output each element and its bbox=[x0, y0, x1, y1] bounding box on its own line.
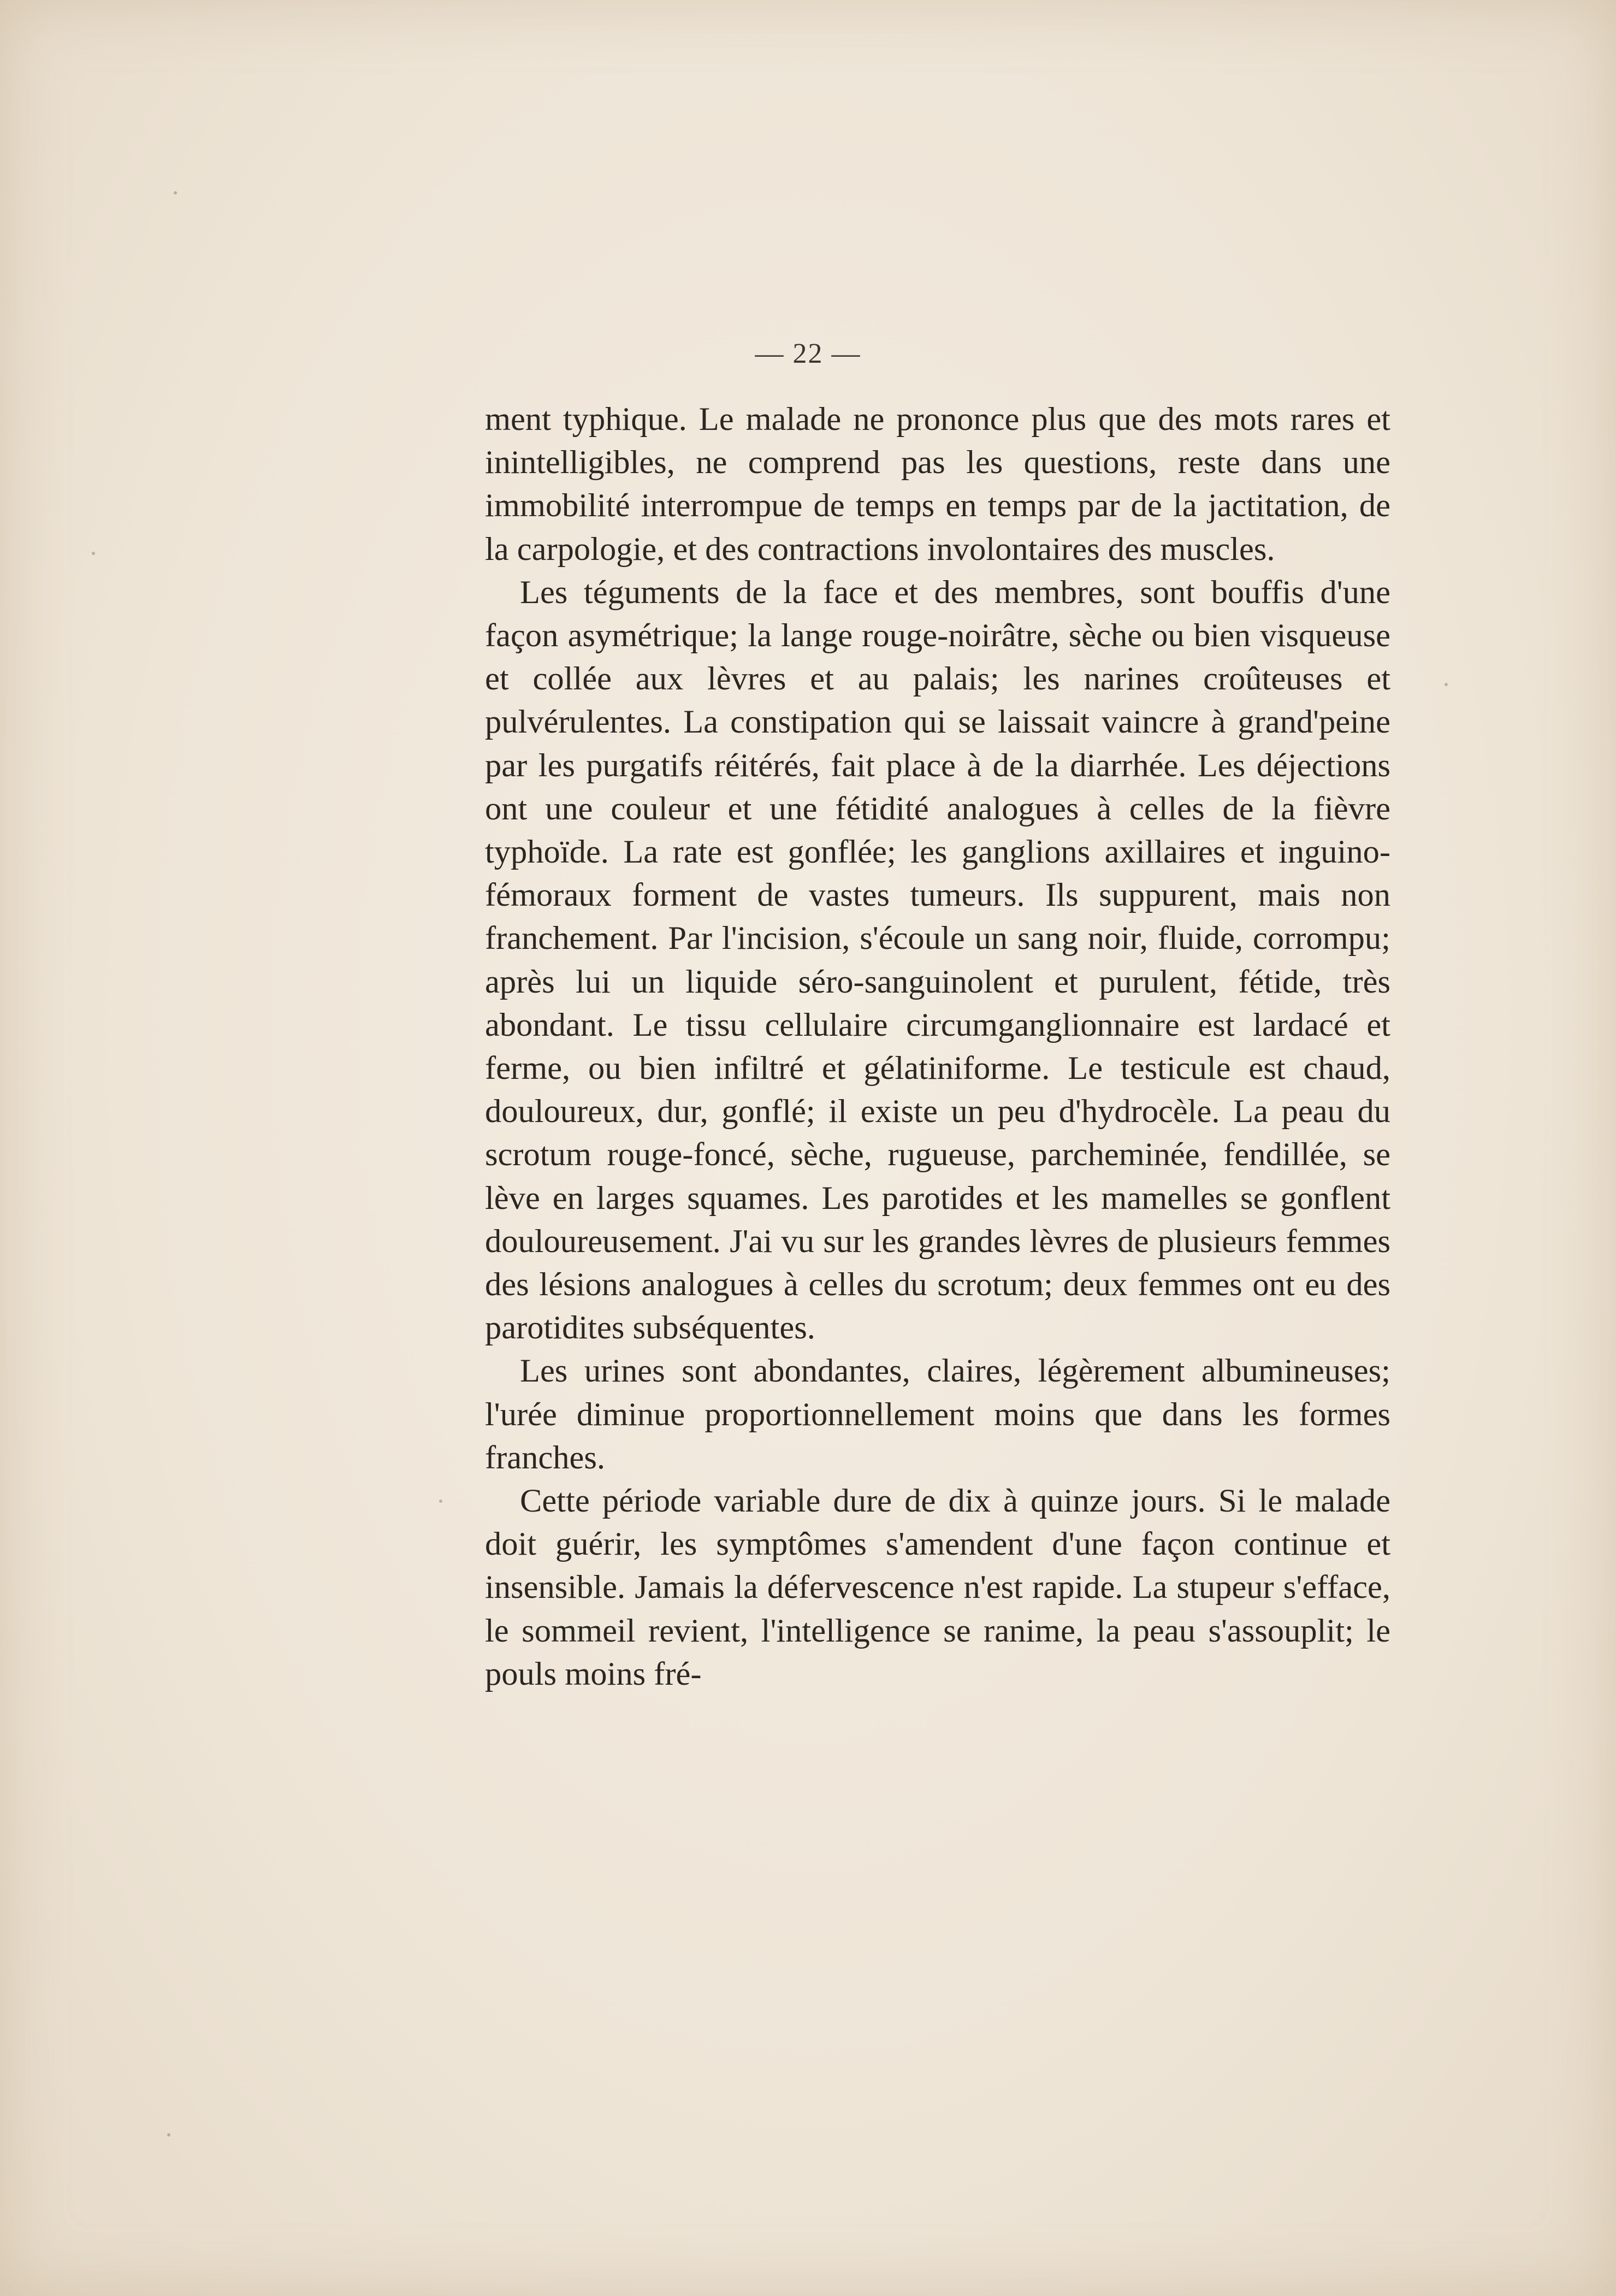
paper-speck bbox=[174, 191, 177, 194]
paper-speck bbox=[1445, 683, 1448, 686]
paper-speck bbox=[439, 1500, 442, 1503]
page-number: — 22 — bbox=[755, 338, 861, 369]
paragraph-2: Les téguments de la face et des membres, sont bouffis d'une façon asymétrique; la lange rouge-noirâtre, sèche ou bien visqueuse et collée aux lèvres et au palais; les narines croûteuses et pulvérulentes. La constipation qui se laissait vaincre à grand'peine par les purgatifs réitérés, fait place à de la diarrhée. Les déjections ont une couleur et une fétidité analogues à celles de la fièvre typhoïde. La rate est gonflée; les ganglions axillaires et inguino-fémoraux forment de vastes tumeurs. Ils suppurent, mais non franchement. Par l'incision, s'écoule un sang noir, fluide, corrompu; après lui un liquide séro-sanguinolent et purulent, fétide, très abondant. Le tissu cellulaire circumganglionnaire est lardacé et ferme, ou bien infiltré et gélatiniforme. Le testicule est chaud, douloureux, dur, gonflé; il existe un peu d'hydrocèle. La peau du scrotum rouge-foncé, sèche, rugueuse, parcheminée, fendillée, se lève en larges squames. Les parotides et les mamelles se gonflent douloureusement. J'ai vu sur les grandes lèvres de plusieurs femmes des lésions analogues à celles du scrotum; deux femmes ont eu des parotidites subséquentes. bbox=[485, 574, 1390, 1347]
body-text bbox=[485, 398, 1390, 1696]
paragraph-3: Les urines sont abondantes, claires, légèrement albumineuses; l'urée diminue proportionnellement moins que dans les formes franches. bbox=[485, 1353, 1390, 1476]
paragraph-1: ment typhique. Le malade ne prononce plus que des mots rares et inintelligibles, ne comprend pas les questions, reste dans une immobilité interrompue de temps en temps par de la jactitation, de la carpologie, et des contractions involontaires des muscles. bbox=[485, 401, 1390, 568]
paragraph-4: Cette période variable dure de dix à quinze jours. Si le malade doit guérir, les symptômes s'amendent d'une façon continue et insensible. Jamais la défervescence n'est rapide. La stupeur s'efface, le sommeil revient, l'intelligence se ranime, la peau s'assouplit; le pouls moins fré- bbox=[485, 1483, 1390, 1692]
paper-speck bbox=[167, 2133, 170, 2136]
paper-speck bbox=[92, 552, 95, 555]
